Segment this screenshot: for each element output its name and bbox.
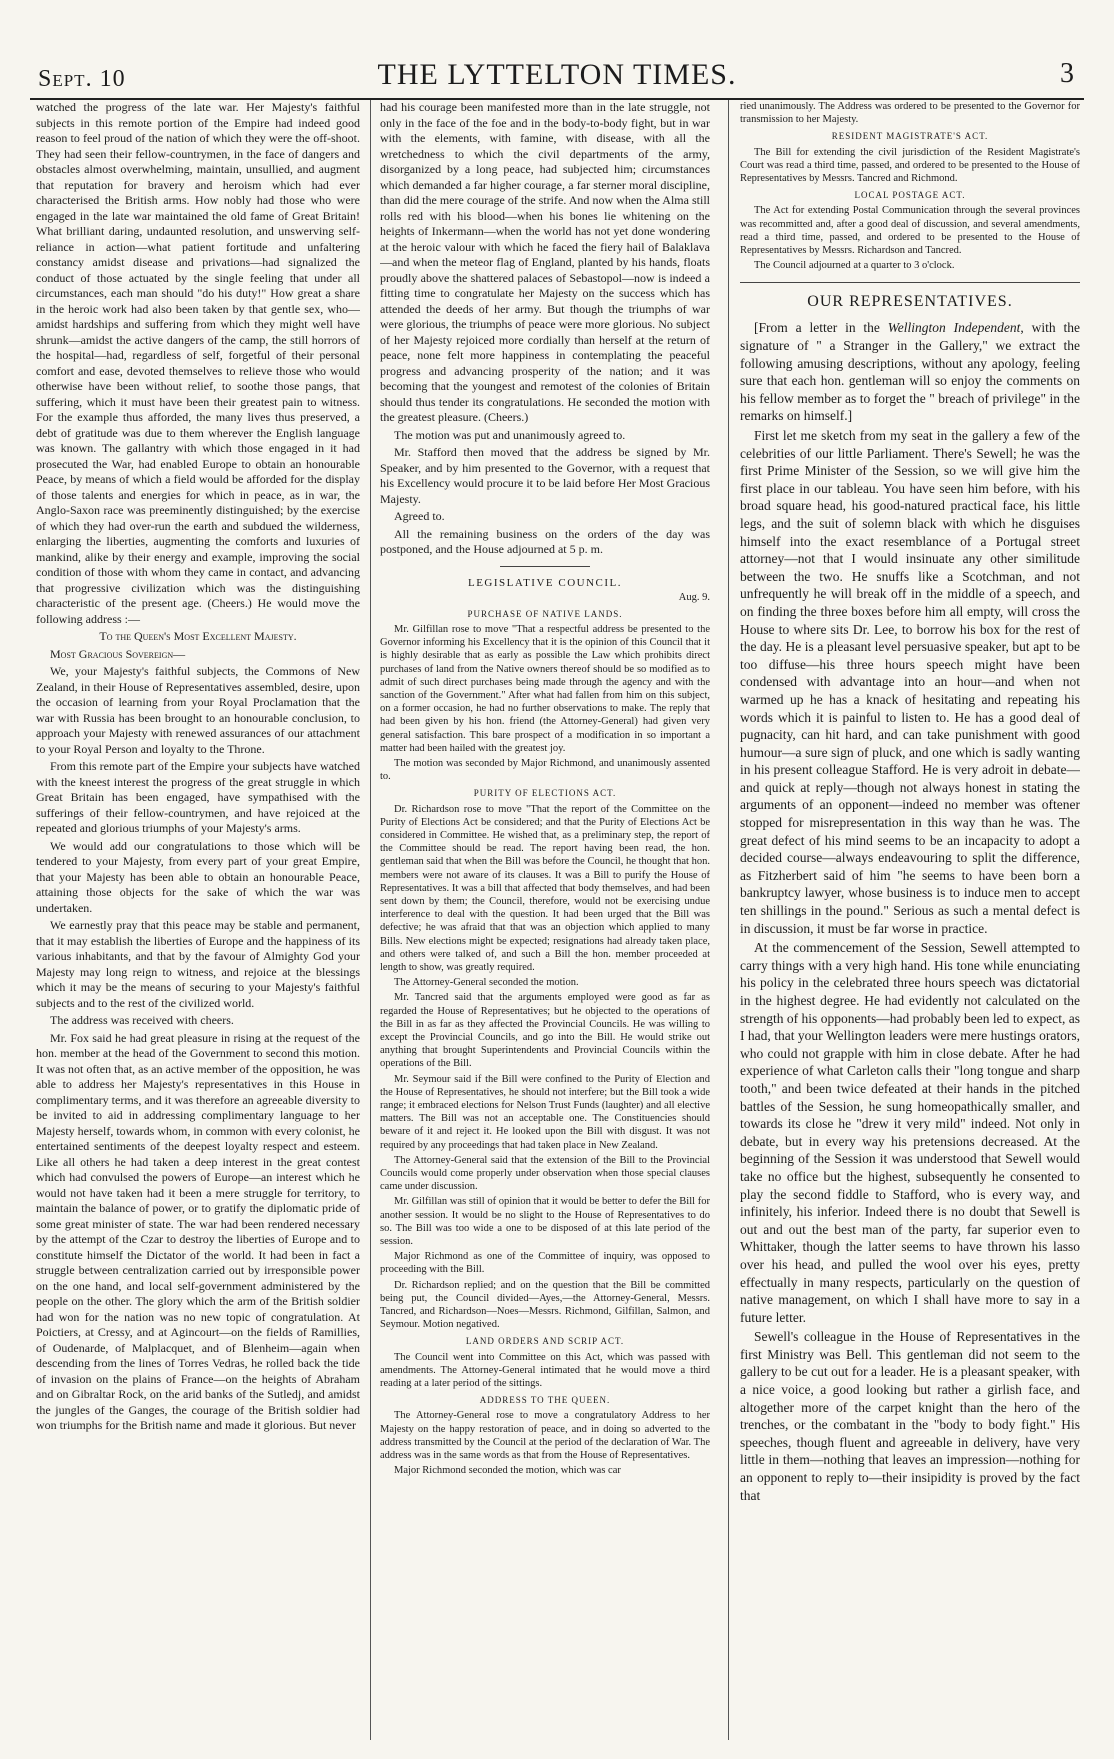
subheading: RESIDENT MAGISTRATE'S ACT.: [831, 131, 989, 142]
subheading: PURCHASE OF NATIVE LANDS.: [467, 608, 623, 619]
page-number: 3: [1060, 58, 1074, 89]
section-rule: [500, 566, 590, 567]
article-paragraph: Mr. Tancred said that the arguments employed were good as far as regarded the House of Representatives; but he objected to the operations of the Bill in as far as they affected the Provincial Councils. He was willing to except the Provincial Councils, and go into the Bill. He would strike out anything that brought Superintendents and Provincial Councils within the operations of the Bill.: [380, 992, 710, 1070]
masthead: [30, 50, 1084, 96]
intro-paragraph: [740, 319, 1080, 425]
issue-date: Sept. 10: [38, 66, 126, 92]
article-paragraph: First let me sketch from my seat in the gallery a few of the celebrities of our little Parliament. There's Sewell; he was the first Prime Minister of the Session, so we will give him the first place in our tableau. You have seen him before, with his broad square head, his good-natured practical face, his little legs, and the suit of solemn black with which he disguises himself into the exact resemblance of a Portugal street attorney—not that I would insinuate any other similitude between the two. He snuffs like a Scotchman, and not unfrequently he will break off in the middle of a speech, and on finding the three boxes before him all empty, will cross the House to where sits Dr. Lee, to borrow his box for the rest of the day. He is a pleasant level persuasive speaker, but apt to be too diffuse—his three hours speech might have been condensed with advantage into an hour—and when not warmed up he has a knack of hesitating and repeating his words which it is painful to listen to. He has a good deal of pugnacity, can hit hard, and can take punishment with good humour—a sure sign of pluck, and one which is sadly wanting in his present colleague Stafford. He is very adroit in debate—and quick at reply—though not always honest in stating the arguments of an opponent—indeed no member was oftener stopped for misrepresentation in this way than he was. The great defect of his mind seems to be an incapacity to adopt a decided course—always endeavouring to split the difference, as Fitzherbert said of him "he seems to have been born a bankruptcy lawyer, whose business is to induce men to accept ten shillings in the pound." Serious as such a mental defect is in discussion, it must be far worse in practice.: [740, 428, 1080, 936]
subheading: LOCAL POSTAGE ACT.: [854, 190, 966, 201]
article-paragraph: had his courage been manifested more than in the late struggle, not only in the face of the foe and in the body-to-body fight, but in war with the elements, with famine, with disease, with all the wretchedness to which the civil departments of the army, disorganized by a long peace, had subjected him; circumstances which demanded a far higher courage, a far sterner moral discipline, than did the mere courage of the strife. And now when the Alma still rolls red with his blood—when his bones lie whitening on the heights of Inkermann—when the world has not yet done wondering at the heroic valour with which he faced the fiery hail of Balaklava—and when the meteor flag of England, planted by his hands, floats proudly above the shattered palaces of Sebastopol—now is indeed a fitting time to congratulate her Majesty on the success which has attended the deeds of her army. But though the triumphs of war were glorious, the triumphs of peace were more glorious. No subject of her Majesty rejoiced more cordially than herself at the return of peace, none felt more happiness in contemplating the peaceful progress and advancing prosperity of the nation; and it was becoming that the youngest and remotest of the colonies of Britain should thus tender its congratulations. He seconded the motion with the greatest pleasure. (Cheers.): [380, 100, 710, 424]
article-paragraph: Agreed to.: [394, 509, 445, 523]
section-date: Aug. 9.: [678, 591, 710, 603]
article-paragraph: All the remaining business on the orders of the day was postponed, and the House adjourned at 5 p. m.: [380, 526, 710, 556]
article-paragraph: Major Richmond seconded the motion, which was car: [394, 1465, 621, 1477]
article-paragraph: The motion was seconded by Major Richmond, and unanimously assented to.: [380, 757, 710, 783]
article-paragraph: We, your Majesty's faithful subjects, the Commons of New Zealand, in their House of Representatives assembled, desire, upon the occasion of learning from your Royal Proclamation that the war with Russia has been brought to an honourable conclusion, to approach your Majesty with renewed assurances of our attachment to your Royal Person and loyalty to the Throne.: [36, 664, 360, 756]
article-paragraph: The Attorney-General seconded the motion.: [394, 977, 579, 989]
subheading: PURITY OF ELECTIONS ACT.: [473, 788, 617, 799]
article-paragraph: Mr. Gilfillan rose to move "That a respectful address be presented to the Governor informing his Excellency that it is the opinion of this Council that it is highly desirable that as early as possible the Law which prohibits direct purchases of land from the Native owners thereof should be so modified as to admit of such direct purchases being made through the agency and with the sanction of the Government." After what had fallen from him on this subject, on a former occasion, he had no further observations to make. The reply that had been given by his hon. friend (the Attorney-General) had given very general satisfaction. This bare prospect of a modification in so important a matter had been hailed with the greatest joy.: [380, 623, 710, 754]
article-paragraph: The Council adjourned at a quarter to 3 o'clock.: [754, 260, 955, 272]
article-paragraph: At the commencement of the Session, Sewell attempted to carry things with a very high hand. His tone while enunciating his policy in the celebrated three hours speech was dictatorial in the highest degree. He had evidently not calculated on the strength of his opponents—had probably been led to expect, as I had, that your Wellington leaders were mere hustings orators, who could not grapple with him in close debate. After he had experience of what Carleton calls their "long tongue and sharp tooth," and been twice defeated at their hands in the pitched battles of the Session, he sung homeopathically smaller, and towards its close he "drew it very mild" indeed. Not only in debate, but in every way his pretensions decreased. At the beginning of the Session it was understood that Sewell would take no office but the highest, subsequently he consented to play the second fiddle to Stafford, who is every way, and infinitely, his inferior. Indeed there is no doubt that Sewell is out and out the best man of the party, far superior even to Whittaker, though the latter seems to have thrown his lasso over his head, and pulled the wool over his eyes, pretty effectually in many respects, particularly on the question of native management, on which I shall have more to say in a future letter.: [740, 940, 1080, 1325]
article-paragraph: watched the progress of the late war. Her Majesty's faithful subjects in this remote portion of the Empire had indeed good reason to feel proud of the nation of which they were the off-shoot. They had seen their fellow-countrymen, in the face of dangers and obstacles almost overwhelming, maintain, unsullied, and augment that reputation for bravery and heroism which had ever characterised the British arms. How nobly had those who were engaged in the late war maintained the old fame of Great Britain! What brilliant daring, undaunted resolution, and unswerving self-reliance in action—what patient fortitude and unfaltering constancy amidst disease and privations—had signalized the conduct of those actuated by the single feeling that under all circumstances, each man should "do his duty!" How great a share in the heroic work had also been taken by that gentle sex, who—amidst hardships and suffering from which they might well have shrunk—amidst the active dangers of the camp, the still horrors of the hospital—had, regardless of self, forgetful of their personal comfort and ease, devoted themselves to relieve those who would otherwise have been without relief, to soothe those pangs, that suffering, which it must have been their greatest pain to witness. For the example thus afforded, the many lives thus preserved, a debt of gratitude was due to them wherever the English language was known. The gallantry with which those engaged in it had prosecuted the War, had enabled Europe to obtain an honourable Peace, by means of which a field would be afforded for the display of those talents and energies for which in peace, as in war, the Anglo-Saxon race was preeminently distinguished; by the exercise of which they had over-run the earth and subdued the wilderness, enlarging the liberties, augmenting the comforts and luxuries of mankind, alike by their energy and example, improving the social condition of those with whom they came in contact, and advancing that progressive civilization which was the distinguishing characteristic of the present age. (Cheers.) He would move the following address :—: [36, 100, 360, 626]
intro-text: [From a letter in the: [754, 320, 888, 336]
article-paragraph: Mr. Seymour said if the Bill were confined to the Purity of Election and the House of Representatives, he should not interfere; but the Bill took a wide range; it embraced elections for Nelson Trust Funds (laughter) and all elective matters. The Bill was not an acceptable one. The Constituencies should beware of it and reject it. He looked upon the Bill with disgust. It was not required by any proceedings that had taken place in New Zealand.: [380, 1073, 710, 1151]
article-paragraph: Sewell's colleague in the House of Representatives in the first Ministry was Bell. This gentleman did not seem to the gallery to be cut out for a leader. He is a pleasant speaker, with a nice voice, a good looking but rather a girlish face, and altogether more of the carpet knight than the hero of the trenches, or the combatant in the "body to body fight." His speeches, though fluent and agreeable in delivery, have very little in them—nothing that leaves an impression—nothing for an opponent to reply to—their insipidity is proved by the fact that: [740, 1329, 1080, 1503]
article-paragraph: Dr. Richardson rose to move "That the report of the Committee on the Purity of Elections Act be considered; and that the Purity of Elections Act be considered in Committee. He wished that, as a preliminary step, the report of the Committee should be read. The report having been read, the hon. gentleman said that when the Bill was before the Council, he thought that hon. members were not aware of its clauses. It was a Bill to purify the House of Representatives. It was a bill that affected that body themselves, and had been sent down by them; the Council, therefore, would not be exercising undue interference to deal with the question. It had been urged that the Bill was defective; he was afraid that that was an objection which applied to many Bills. New elections might be expected; resignations had already taken place, and others were talked of, and such a Bill the hon. member proceeded at length to show, was greatly required.: [380, 803, 710, 973]
column-2: [380, 100, 710, 1740]
article-paragraph: Mr. Fox said he had great pleasure in rising at the request of the hon. member at the head of the Government to second this motion. It was not often that, as an active member of the opposition, he was able to address her Majesty's representatives in this House in complimentary terms, and it was therefore an agreeable diversity to be invited to aid in addressing complimentary language to her Majesty herself, towards whom, in common with every colonist, he entertained sentiments of the deepest loyalty respect and esteem. Like all others he had taken a deep interest in the great contest which had convulsed the powers of Europe—an interest which he would not have taken had it been a mere struggle for territory, to maintain the balance of power, or to gratify the diplomatic pride of some great minister of state. The war had been rendered necessary by the attempt of the Czar to destroy the liberties of Europe and to constitute himself the Dictator of the world. It had been in fact a struggle between centralization carried out by irresponsible power on the one hand, and local self-government administered by the people on the other. The glory which the arm of the British soldier had won for the nation was no new topic of congratulation. At Poictiers, at Cressy, and at Agincourt—on the fields of Ramillies, of Oudenarde, of Malplacquet, and of Blenheim—again when descending from the lines of Torres Vedras, he rolled back the tide of invasion on the plains of France—on the heights of Abraham and on Gibraltar Rock, on the arid banks of the Sutledj, and amidst the jungles of the Ganges, the courage of the British soldier had won triumphs for the British name and made it glorious. But never: [36, 1030, 360, 1432]
article-paragraph: Major Richmond as one of the Committee of inquiry, was opposed to proceeding with the Bill.: [380, 1251, 710, 1276]
article-paragraph: We earnestly pray that this peace may be stable and permanent, that it may establish the liberties of Europe and the happiness of its various inhabitants, and that by the favour of Almighty God your Majesty may long reign to witness, and rejoice at the blessings which it may be the means of securing to your Majesty's faithful subjects and to the rest of the civilized world.: [36, 918, 360, 1010]
intro-text: , with the signature of " a Stranger in the Gallery," we extract the following amusing descriptions, without any apology, feeling sure that each hon. gentleman will so enjoy the comments on his fellow member as to forget the " breach of privilege" in the remarks on himself.]: [740, 320, 1080, 424]
address-heading: To the Queen's Most Excellent Majesty.: [99, 629, 297, 643]
article-paragraph: Mr. Stafford then moved that the address be signed by Mr. Speaker, and by him presented to the Governor, with a request that his Excellency would procure it to be laid before Her Most Gracious Majesty.: [380, 445, 710, 506]
column-divider: [370, 100, 371, 1740]
article-paragraph: The Attorney-General rose to move a congratulatory Address to her Majesty on the happy restoration of peace, and in doing so adverted to the address transmitted by the Council at the period of the declaration of War. The address was in the same words as that from the House of Representatives.: [380, 1410, 710, 1462]
section-heading: OUR REPRESENTATIVES.: [807, 293, 1013, 311]
newspaper-name: Wellington Independent: [887, 320, 1021, 336]
subheading: ADDRESS TO THE QUEEN.: [479, 1395, 611, 1406]
article-paragraph: Dr. Richardson replied; and on the question that the Bill be committed being put, the Council divided—Ayes,—the Attorney-General, Messrs. Tancred, and Richardson—Noes—Messrs. Richmond, Gilfillan, Salmon, and Seymour. Motion negatived.: [380, 1279, 710, 1331]
article-paragraph: We would add our congratulations to those which will be tendered to your Majesty, from every part of your great Empire, that your Majesty has been able to obtain an honourable Peace, attaining those objects for the sake of which the war was undertaken.: [36, 838, 360, 915]
column-divider: [728, 100, 729, 1740]
article-paragraph: The Bill for extending the civil jurisdiction of the Resident Magistrate's Court was read a third time, passed, and ordered to be presented to the House of Representatives by Messrs. Tancred and Richmond.: [740, 146, 1080, 185]
section-rule: [740, 282, 1080, 283]
column-3: [740, 100, 1080, 1740]
article-paragraph: The Attorney-General said that the extension of the Bill to the Provincial Councils would come properly under observation when those special clauses came under discussion.: [380, 1154, 710, 1193]
article-paragraph: The Council went into Committee on this Act, which was passed with amendments. The Attorney-General intimated that he would move a third reading at a later period of the sittings.: [380, 1351, 710, 1390]
article-paragraph: Mr. Gilfillan was still of opinion that it would be better to defer the Bill for another session. It would be no slight to the House of Representatives to do so. The Bill was too wide a one to be disposed of at this late period of the session.: [380, 1196, 710, 1248]
article-paragraph: The motion was put and unanimously agreed to.: [394, 427, 626, 442]
newspaper-title: THE LYTTELTON TIMES.: [377, 58, 737, 91]
column-1: [36, 100, 360, 1740]
article-paragraph: The address was received with cheers.: [50, 1013, 234, 1027]
address-salutation: Most Gracious Sovereign—: [50, 646, 186, 661]
subheading: LAND ORDERS AND SCRIP ACT.: [465, 1336, 625, 1347]
article-paragraph: ried unanimously. The Address was ordered to be presented to the Governor for transmission to her Majesty.: [740, 101, 1080, 126]
article-paragraph: From this remote part of the Empire your subjects have watched with the kneest interest the progress of the great struggle in which Great Britain has been engaged, have sympathised with the sufferings of their fellow-countrymen, and have rejoiced at the repeated and glorious triumphs of your Majesty's arms.: [36, 759, 360, 835]
section-heading: LEGISLATIVE COUNCIL.: [467, 576, 623, 589]
article-paragraph: The Act for extending Postal Communication through the several provinces was recommitted and, after a good deal of discussion, and several amendments, read a third time, passed, and ordered to be presented to the House of Representatives by Messrs. Richardson and Tancred.: [740, 205, 1080, 257]
